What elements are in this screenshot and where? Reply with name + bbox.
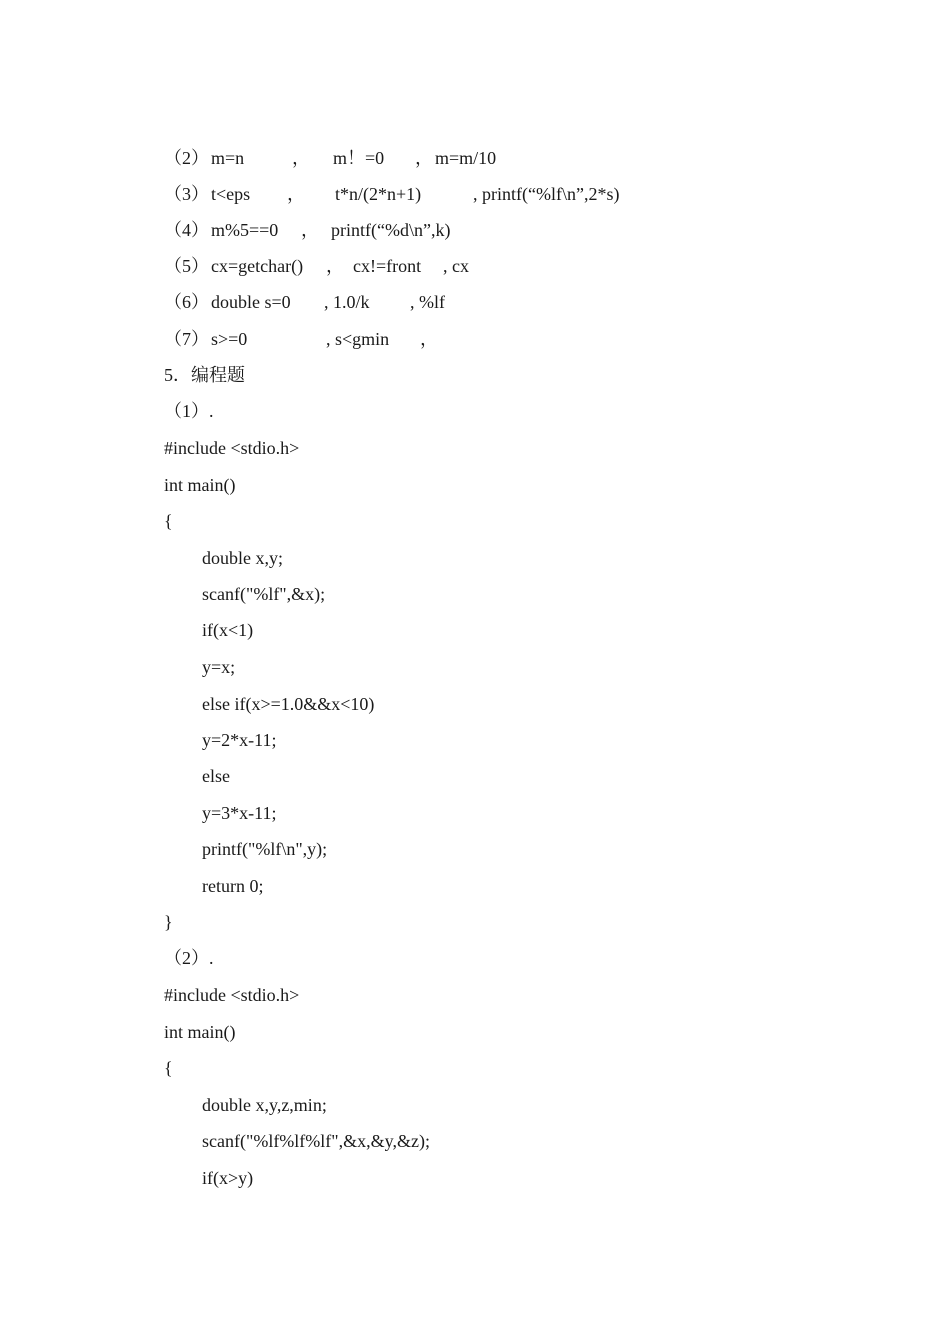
code-line: return 0; [202, 876, 264, 896]
answer-blank: s>=0 [211, 329, 248, 349]
code-line: y=x; [202, 657, 236, 677]
answer-blank: m=n [211, 148, 245, 168]
answer-line [164, 248, 764, 284]
code-line: } [164, 912, 173, 932]
code-line: scanf("%lf%lf%lf",&x,&y,&z); [202, 1131, 430, 1151]
code-line: { [164, 511, 173, 531]
answer-blank: cx!=front [353, 256, 422, 276]
answer-line [164, 321, 764, 357]
code-line: scanf("%lf",&x); [202, 584, 326, 604]
answer-blank: , %lf [410, 292, 445, 312]
code-line: else if(x>=1.0&&x<10) [202, 694, 375, 714]
answer-separator: ， [326, 256, 344, 276]
answer-line [164, 140, 764, 176]
answer-blank: m%5==0 [211, 220, 279, 240]
answer-blank: m！=0 [333, 148, 385, 168]
code-line: #include <stdio.h> [164, 438, 300, 458]
answer-blank: , printf(“%lf\n”,2*s) [473, 184, 620, 204]
code-line: double x,y; [202, 548, 283, 568]
program-label: （1）. [164, 401, 214, 421]
answer-separator: ， [287, 184, 305, 204]
answer-blank: , cx [443, 256, 469, 276]
answer-number: （2） [164, 148, 209, 168]
answer-blank: m=m/10 [435, 148, 497, 168]
answer-number: （6） [164, 292, 209, 312]
answer-line [164, 176, 764, 212]
code-line: else [202, 766, 230, 786]
answer-number: （3） [164, 184, 209, 204]
answer-number: （7） [164, 329, 209, 349]
answer-separator: ， [415, 148, 433, 168]
answer-blank: t<eps [211, 184, 251, 204]
answer-line [164, 212, 764, 248]
answer-blank: cx=getchar() [211, 256, 304, 276]
code-line: int main() [164, 1022, 236, 1042]
code-line: if(x<1) [202, 620, 254, 640]
answer-line [164, 284, 764, 320]
code-line: y=3*x-11; [202, 803, 277, 823]
answer-separator: ， [420, 329, 438, 349]
program-label: （2）. [164, 948, 214, 968]
code-line: { [164, 1058, 173, 1078]
answer-separator: ， [301, 220, 319, 240]
code-line: y=2*x-11; [202, 730, 277, 750]
code-line: if(x>y) [202, 1168, 254, 1188]
answer-blank: double s=0 [211, 292, 291, 312]
answer-blank: t*n/(2*n+1) [335, 184, 422, 204]
answer-blank: , 1.0/k [324, 292, 370, 312]
answer-number: （5） [164, 256, 209, 276]
code-line: #include <stdio.h> [164, 985, 300, 1005]
section-heading: 5．编程题 [164, 365, 245, 385]
code-line: double x,y,z,min; [202, 1095, 327, 1115]
answer-blank: printf(“%d\n”,k) [331, 220, 451, 240]
answer-blank: , s<gmin [326, 329, 390, 349]
answer-separator: ， [292, 148, 310, 168]
code-line: printf("%lf\n",y); [202, 839, 328, 859]
code-line: int main() [164, 475, 236, 495]
answer-number: （4） [164, 220, 209, 240]
